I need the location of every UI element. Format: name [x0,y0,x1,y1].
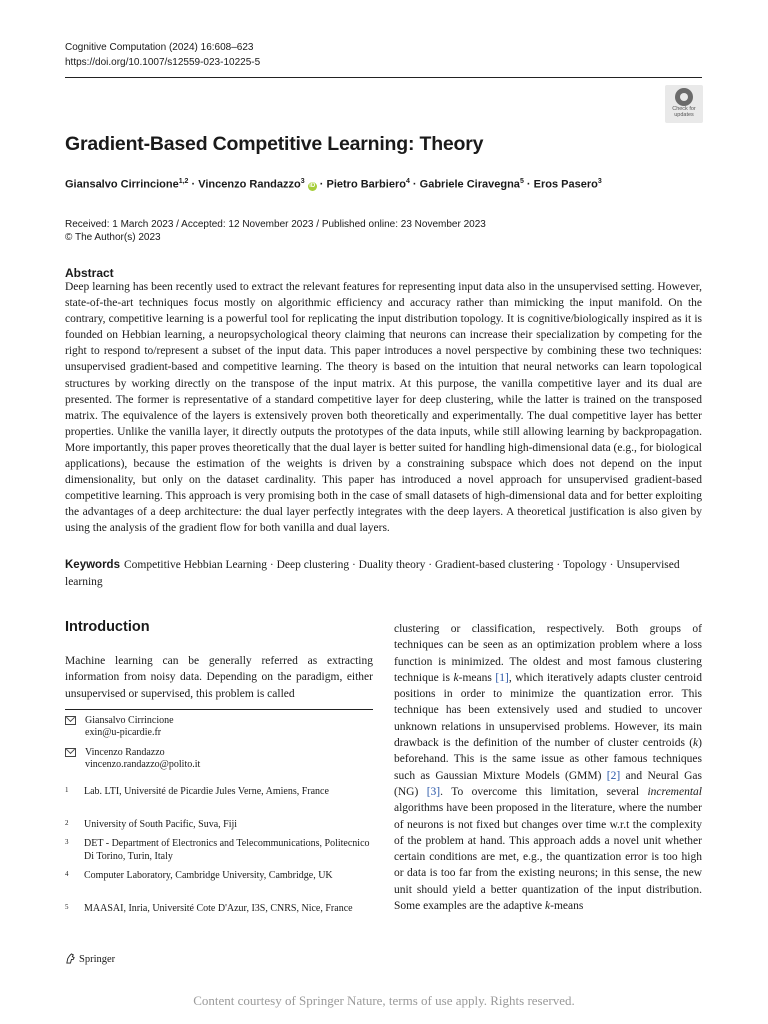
citation-link[interactable]: [1] [495,671,509,684]
affiliation [65,870,373,883]
publication-dates [65,218,486,244]
affiliation-text: University of South Pacific, Suva, Fiji [84,819,238,830]
introduction-heading: Introduction [65,619,150,635]
affiliation-number: 3 [65,838,69,846]
affiliation-number: 5 [65,903,69,911]
copyright-line: © The Author(s) 2023 [65,232,161,243]
keywords [65,557,702,590]
author-separator: · [526,178,531,191]
author-affiliation-ref: 3 [597,178,602,185]
footnote-divider [65,709,373,710]
contact-name: Giansalvo Cirrincione [85,715,174,726]
affiliation-number: 2 [65,819,69,827]
journal-citation: Cognitive Computation (2024) 16:608–623 [65,42,254,53]
author-name[interactable]: Giansalvo Cirrincione [65,178,179,191]
contact-email[interactable]: vincenzo.randazzo@polito.it [85,759,201,771]
keywords-text: Competitive Hebbian Learning · Deep clustering · Duality theory · Gradient-based clustering · Topology · Unsupervised learning [65,559,680,588]
affiliation [65,838,373,864]
publisher-logo [65,953,115,965]
envelope-icon [65,716,76,725]
keywords-label: Keywords [65,559,120,571]
publisher-name: Springer [79,954,116,965]
affiliation [65,903,373,916]
author-separator: · [412,178,417,191]
header-divider [65,77,702,78]
contact-name: Vincenzo Randazzo [85,747,165,758]
author-separator: · [319,178,324,191]
citation-link[interactable]: [3] [426,785,441,798]
author-name[interactable]: Vincenzo Randazzo [198,178,301,191]
abstract-text: Deep learning has been recently used to extract the relevant features for representing input data also in the unsupervised setting. However, state-of-the-art techniques focus mostly on algorithmic efficiency and accuracy rather than mimicking the input manifold. On the contrary, competitive learning is a powerful tool for replicating the input distribution topology. It is cognitive/biologically inspired as it is founded on Hebbian learning, a neuropsychological theory claiming that neurons can increase their specialization by competing for the right to respond to/represent a subset of the input data. This paper introduces a novel perspective by combining these two techniques: unsupervised gradient-based and competitive learning. The theory is based on the intuition that neural networks can learn topological structures by working directly on the transpose of the input matrix. At this purpose, the vanilla competitive layer and its dual are presented. The former is representative of a standard competitive layer for deep clustering, while the latter is trained on the transposed matrix. The equivalence of the layers is extensively proven both theoretically and experimentally. The dual competitive layer has better properties. Unlike the vanilla layer, it directly outputs the prototypes of the data inputs, while still allowing learning by backpropagation. More importantly, this paper proves theoretically that the dual layer is better suited for handling high-dimensional data (e.g., for biological applications), because the estimation of the weights is driven by a constraining subspace which does not depend on the input dimensionality, but only on the dataset cardinality. This paper has introduced a novel approach for unsupervised gradient-based competitive learning. This approach is very promising both in the case of small datasets of high-dimensional data and for better exploiting the advantages of a deep architecture: the dual layer perfectly integrates with the deep layers. A theoretical justification is also given by using the analysis of the gradient flow for both vanilla and dual layers. [65,281,703,535]
author-separator: · [191,178,196,191]
author-affiliation-ref: 3 [300,178,305,185]
paper-title: Gradient-Based Competitive Learning: Theory [65,133,484,155]
affiliation-text: Computer Laboratory, Cambridge University, Cambridge, UK [84,870,333,881]
affiliation [65,786,373,799]
courtesy-notice: Content courtesy of Springer Nature, terms of use apply. Rights reserved. [193,993,575,1008]
doi-link[interactable]: https://doi.org/10.1007/s12559-023-10225-5 [65,57,261,68]
contact-entry [65,747,373,772]
contact-email[interactable]: exin@u-picardie.fr [85,727,162,739]
author-list [65,178,602,191]
affiliation-text: Lab. LTI, Université de Picardie Jules Verne, Amiens, France [84,786,329,797]
author-name[interactable]: Pietro Barbiero [326,178,406,191]
author-affiliation-ref: 1,2 [178,178,189,185]
author-name[interactable]: Gabriele Ciravegna [419,178,520,191]
introduction-text-col2: clustering or classification, respectively. Both groups of techniques can be seen as an optimization problem where a loss function is minimized. The oldest and most famous clustering technique is k-means [1], which iteratively adapts cluster centroid positions in order to minimize the quantization error. This technique has been extensively used and studied to uncover unknown relations in unsupervised problems. However, its main drawback is the definition of the number of cluster centroids (k) beforehand. This is the same issue as other famous techniques such as Gaussian Mixture Models (GMM) [2] and Neural Gas (NG) [3]. To overcome this limitation, several incremental algorithms have been proposed in the literature, where the number of neurons is not fixed but changes over time w.r.t the complexity of the problem at hand. This approach adds a novel unit whether certain conditions are met, e.g., the quantization error is too high or data is too far from the existing neurons; in this sense, the new unit should yield a better quantization of the input distribution. Some examples are the adaptive k-means [394,623,702,913]
affiliation-text: MAASAI, Inria, Université Cote D'Azur, I3S, CNRS, Nice, France [84,903,353,914]
journal-header [65,40,260,70]
envelope-icon [65,748,76,757]
affiliation-text: DET - Department of Electronics and Telecommunications, Politecnico Di Torino, Turin, Italy [84,838,370,862]
affiliation-number: 1 [65,786,69,794]
springer-horse-icon [65,953,76,964]
author-affiliation-ref: 4 [405,178,410,185]
author-affiliation-ref: 5 [519,178,524,185]
affiliation-number: 4 [65,870,69,878]
check-for-updates-badge[interactable]: Check for updates [665,85,703,123]
crossmark-icon [675,88,693,106]
history-dates: Received: 1 March 2023 / Accepted: 12 November 2023 / Published online: 23 November 2023 [65,219,486,230]
citation-link[interactable]: [2] [606,769,621,782]
author-name[interactable]: Eros Pasero [533,178,598,191]
contact-entry [65,715,373,740]
orcid-icon[interactable]: iD [309,182,316,189]
affiliation [65,819,373,832]
introduction-text-col1: Machine learning can be generally referred as extracting information from noisy data. Depending on the paradigm, either unsupervised or supervised, this problem is called [65,655,373,700]
abstract-heading: Abstract [65,266,114,280]
